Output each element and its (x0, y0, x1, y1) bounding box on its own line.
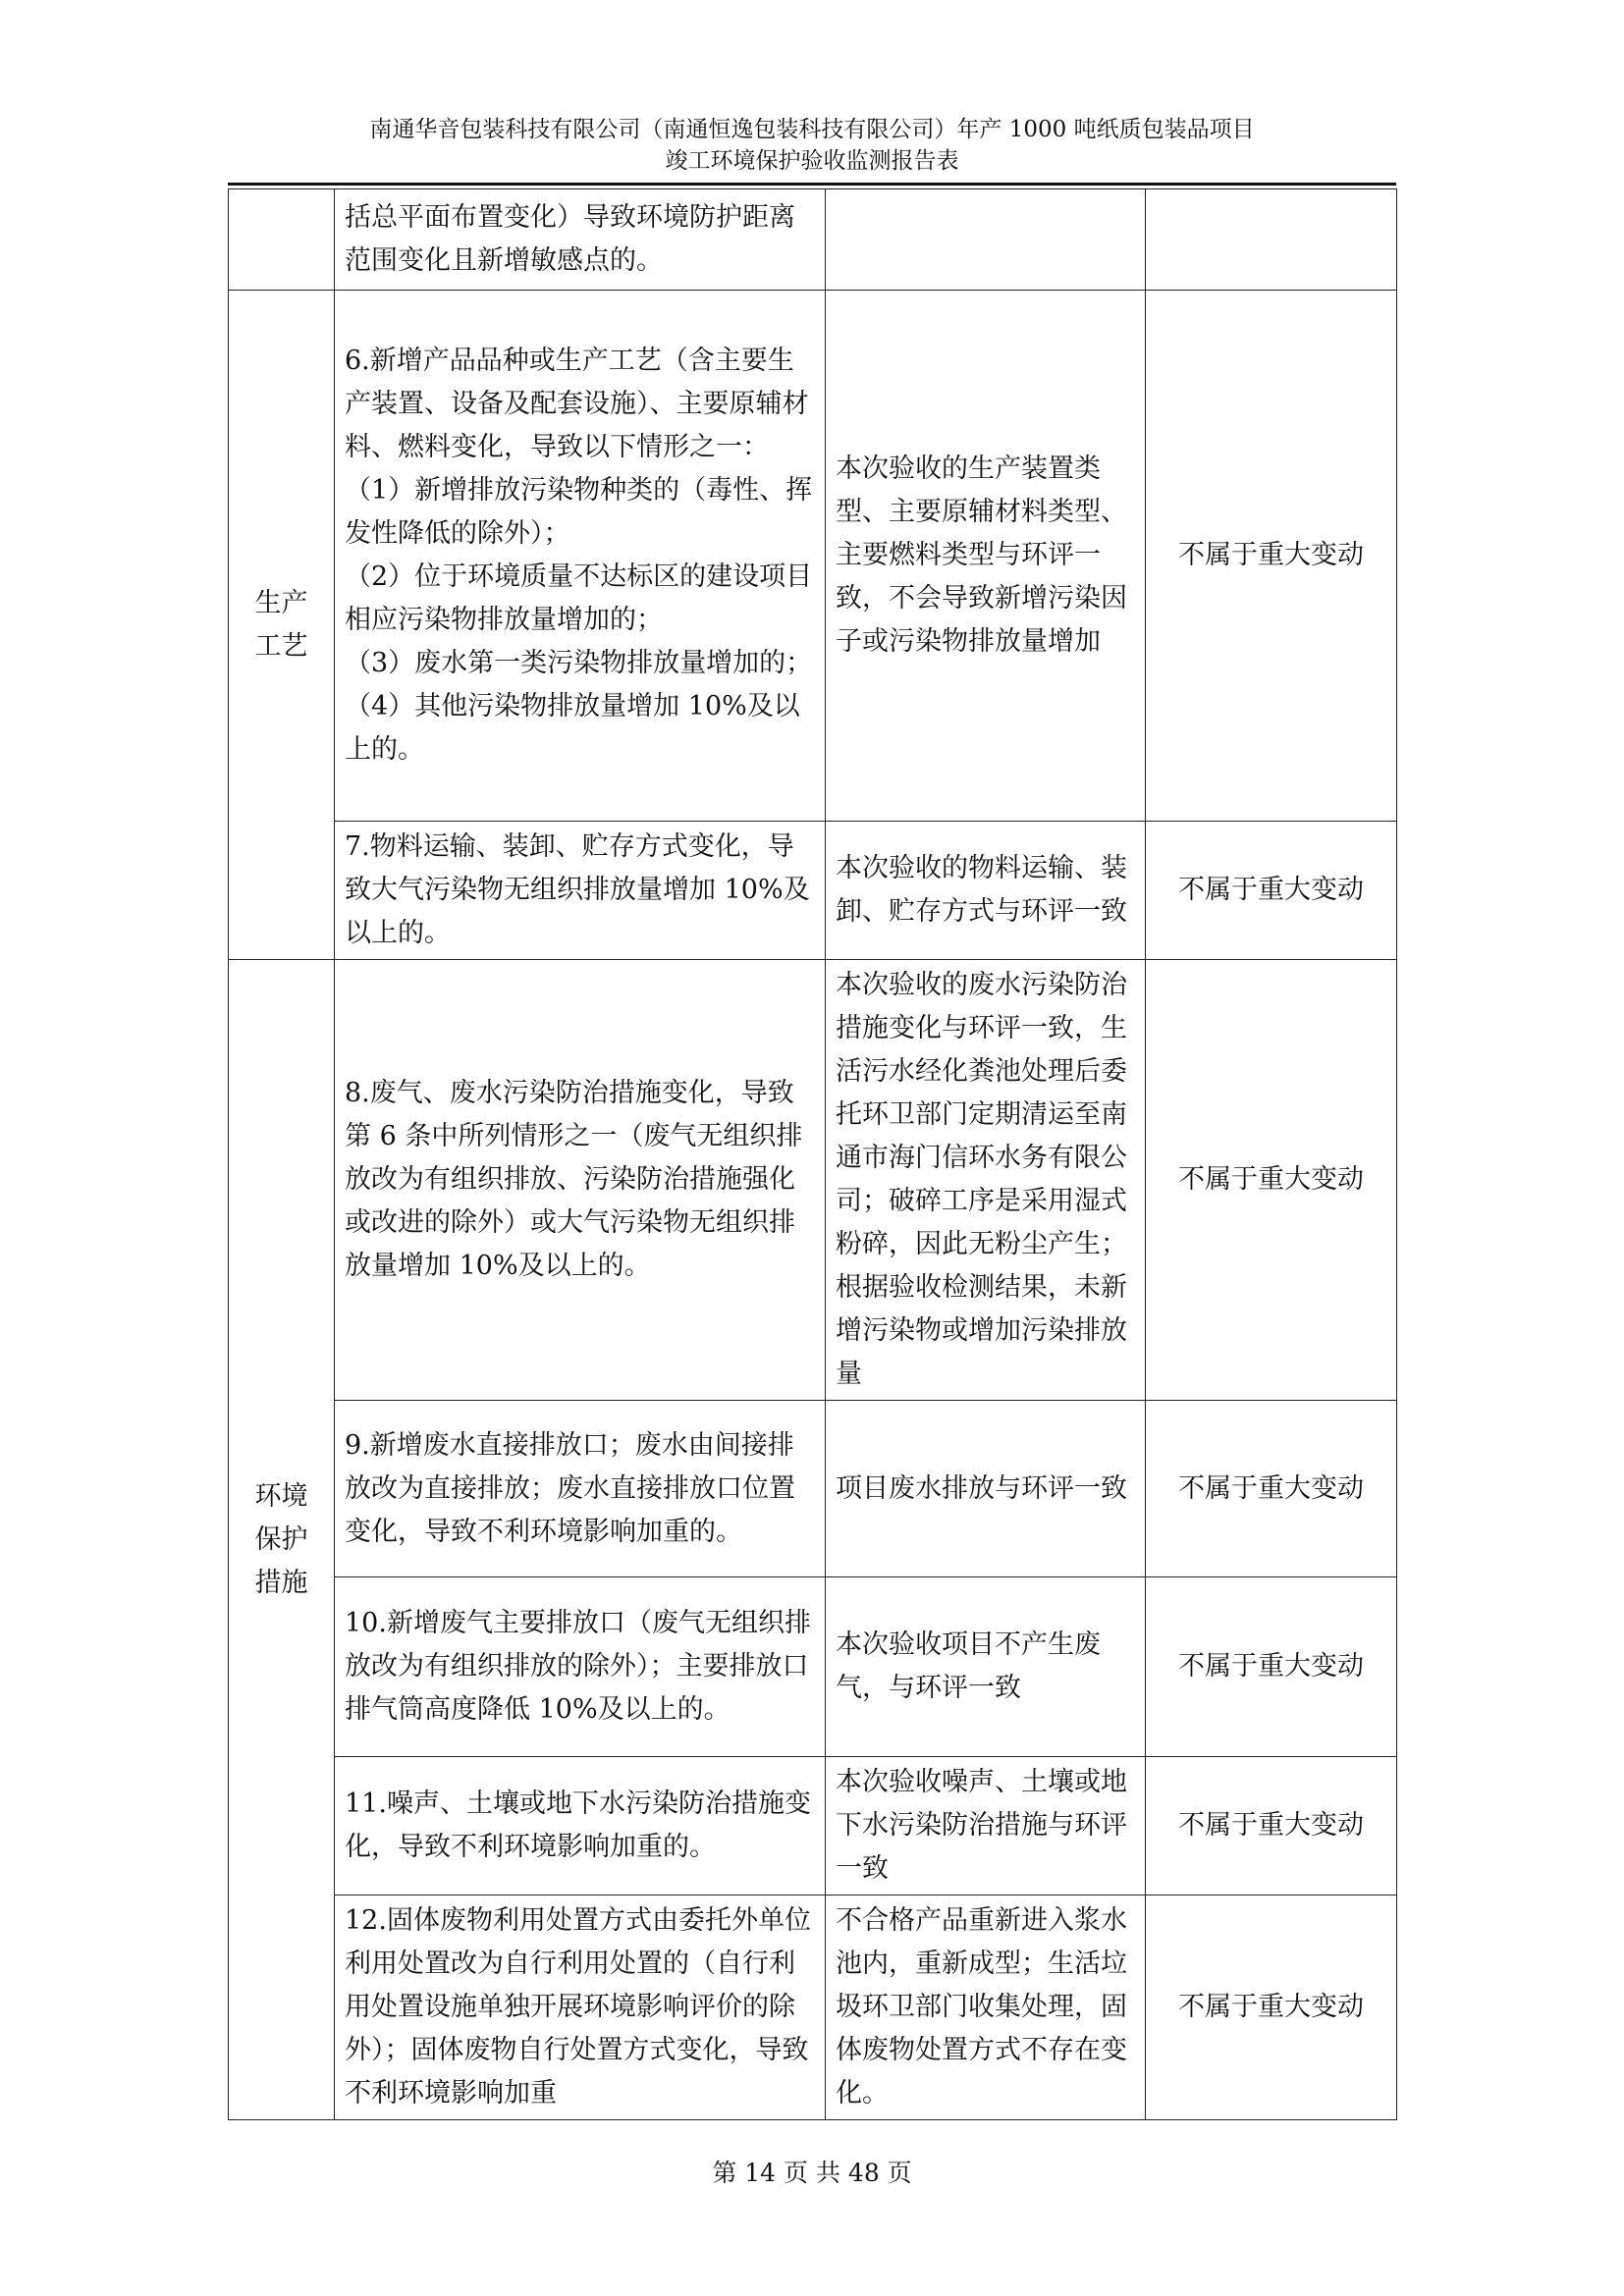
requirement-cell: 11.噪声、土壤或地下水污染防治措施变化，导致不利环境影响加重的。 (335, 1757, 826, 1896)
requirement-cell: 括总平面布置变化）导致环境防护距离范围变化且新增敏感点的。 (335, 189, 826, 291)
fact-cell: 本次验收的废水污染防治措施变化与环评一致，生活污水经化粪池处理后委托环卫部门定期清运至南通市海门信环水务有限公司；破碎工序是采用湿式粉碎，因此无粉尘产生；根据验收检测结果，未新增污染物或增加污染排放量 (826, 960, 1146, 1401)
fact-cell: 本次验收噪声、土壤或地下水污染防治措施与环评一致 (826, 1757, 1146, 1896)
conclusion-cell: 不属于重大变动 (1146, 291, 1397, 822)
category-cell-environment (229, 960, 335, 2120)
conclusion-cell: 不属于重大变动 (1146, 1757, 1397, 1896)
fact-cell (826, 189, 1146, 291)
category-label: 环境保护措施 (254, 1480, 308, 1598)
table-row (229, 1896, 1397, 2120)
conclusion-cell: 不属于重大变动 (1146, 1401, 1397, 1577)
category-label: 生产工艺 (254, 587, 308, 662)
fact-cell: 本次验收项目不产生废气，与环评一致 (826, 1577, 1146, 1757)
category-cell-production (229, 291, 335, 960)
conclusion-cell: 不属于重大变动 (1146, 822, 1397, 960)
conclusion-cell: 不属于重大变动 (1146, 1577, 1397, 1757)
conclusion-cell: 不属于重大变动 (1146, 960, 1397, 1401)
fact-cell: 项目废水排放与环评一致 (826, 1401, 1146, 1577)
requirement-cell: 9.新增废水直接排放口；废水由间接排放改为直接排放；废水直接排放口位置变化，导致不利环境影响加重的。 (335, 1401, 826, 1577)
page-number: 第 14 页 共 48 页 (712, 2159, 912, 2187)
conclusion-cell (1146, 189, 1397, 291)
table-row (229, 822, 1397, 960)
fact-cell: 本次验收的物料运输、装卸、贮存方式与环评一致 (826, 822, 1146, 960)
table-row (229, 1577, 1397, 1757)
header-divider (228, 183, 1396, 186)
report-title: 南通华音包装科技有限公司（南通恒逸包装科技有限公司）年产 1000 吨纸质包装品项目 (369, 117, 1255, 142)
requirement-cell: 7.物料运输、装卸、贮存方式变化，导致大气污染物无组织排放量增加 10%及以上的。 (335, 822, 826, 960)
report-subtitle: 竣工环境保护验收监测报告表 (665, 148, 959, 174)
conclusion-cell: 不属于重大变动 (1146, 1896, 1397, 2120)
table-row (229, 291, 1397, 822)
table-row (229, 1401, 1397, 1577)
category-cell (229, 189, 335, 291)
fact-cell: 本次验收的生产装置类型、主要原辅材料类型、主要燃料类型与环评一致，不会导致新增污染因子或污染物排放量增加 (826, 291, 1146, 822)
fact-cell: 不合格产品重新进入浆水池内，重新成型；生活垃圾环卫部门收集处理，固体废物处置方式不存在变化。 (826, 1896, 1146, 2120)
requirement-cell: 12.固体废物利用处置方式由委托外单位利用处置改为自行利用处置的（自行利用处置设施单独开展环境影响评价的除外）；固体废物自行处置方式变化，导致不利环境影响加重 (335, 1896, 826, 2120)
requirement-cell: 8.废气、废水污染防治措施变化，导致第 6 条中所列情形之一（废气无组织排放改为有组织排放、污染防治措施强化或改进的除外）或大气污染物无组织排放量增加 10%及以上的。 (335, 960, 826, 1401)
table-row (229, 189, 1397, 291)
requirement-cell: 6.新增产品品种或生产工艺（含主要生产装置、设备及配套设施）、主要原辅材料、燃料变化，导致以下情形之一： （1）新增排放污染物种类的（毒性、挥发性降低的除外）； （2）位于环境质量不达标区的建设项目相应污染物排放量增加的； （3）废水第一类污染物排放量增加的； （4）其他污染物排放量增加 10%及以上的。 (335, 291, 826, 822)
table-row (229, 960, 1397, 1401)
table-row (229, 1757, 1397, 1896)
change-review-table (228, 188, 1397, 2120)
requirement-cell: 10.新增废气主要排放口（废气无组织排放改为有组织排放的除外）；主要排放口排气筒高度降低 10%及以上的。 (335, 1577, 826, 1757)
page-header (228, 114, 1396, 177)
